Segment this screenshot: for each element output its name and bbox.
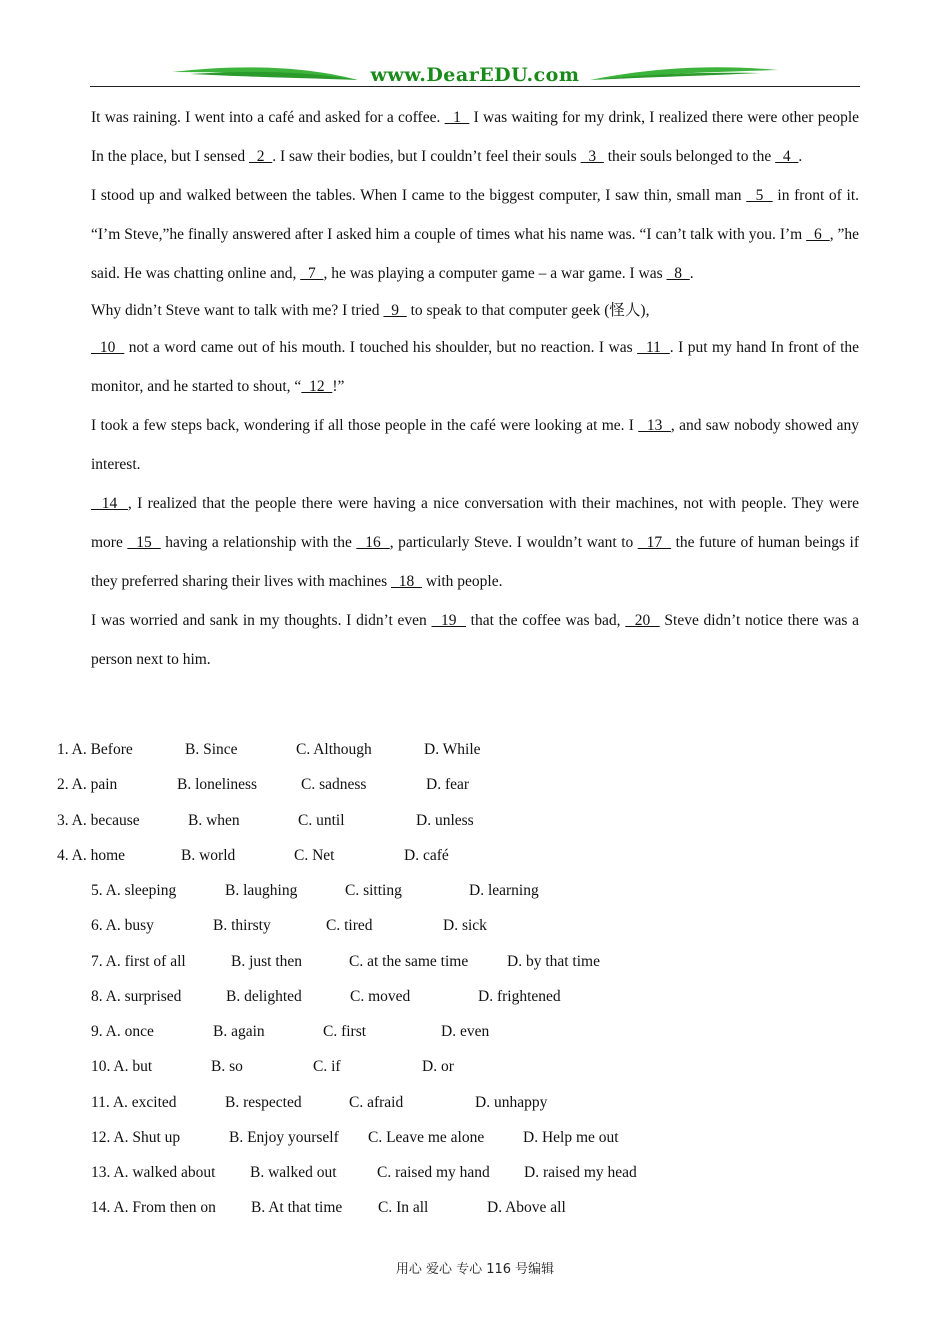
option-a: 2. A. pain: [57, 776, 118, 794]
option-d: D. learning: [469, 882, 539, 899]
option-a: 10. A. but: [91, 1058, 153, 1076]
option-b: B. just then: [231, 952, 303, 970]
passage-text: I was worried and sank in my thoughts. I didn’t even: [91, 612, 432, 629]
passage-text: having a relationship with the: [160, 534, 357, 551]
answer-blank: 6: [806, 226, 830, 243]
passage-text: not a word came out of his mouth. I touched his shoulder, but no reaction. I was: [124, 339, 638, 356]
option-b: B. walked out: [250, 1164, 337, 1181]
option-d: D. frightened: [478, 987, 561, 1005]
option-a: 8. A. surprised: [91, 987, 182, 1005]
option-b: B. At that time: [251, 1199, 343, 1217]
option-b: B. when: [188, 811, 240, 829]
answer-blank: 17: [637, 534, 672, 551]
option-a: 6. A. busy: [91, 917, 154, 935]
option-a: 3. A. because: [57, 811, 140, 829]
site-logo-text: www.DearEDU.com: [370, 64, 580, 86]
answer-blank: 7: [300, 265, 324, 282]
answer-blank: 16: [356, 534, 390, 551]
answer-blank: 18: [391, 573, 422, 590]
option-row: [0, 1120, 950, 1155]
cloze-passage: [91, 98, 859, 679]
option-row: [0, 1085, 950, 1120]
option-b: B. delighted: [226, 987, 302, 1005]
option-d: D. or: [422, 1058, 454, 1076]
passage-text: , he was playing a computer game – a war game. I was: [323, 265, 667, 282]
option-c: C. first: [323, 1023, 367, 1040]
passage-paragraph: [91, 601, 859, 679]
passage-paragraph: [91, 98, 859, 176]
option-d: D. by that time: [507, 952, 600, 970]
option-c: C. Net: [294, 846, 335, 864]
option-d: D. Above all: [487, 1199, 566, 1217]
option-c: C. at the same time: [349, 952, 469, 970]
option-c: C. raised my hand: [377, 1164, 490, 1181]
page-footer: 用心 爱心 专心 116 号编辑: [395, 1262, 555, 1277]
option-b: B. again: [213, 1023, 265, 1040]
option-d: D. While: [424, 741, 481, 758]
answer-blank: 20: [625, 612, 660, 629]
answer-blank: 5: [746, 187, 773, 204]
option-row: [0, 838, 950, 873]
option-a: 7. A. first of all: [91, 952, 186, 970]
option-row: [0, 767, 950, 802]
page-header: [90, 60, 860, 92]
passage-text: , particularly Steve. I wouldn’t want to: [389, 534, 638, 551]
option-c: C. until: [298, 811, 345, 829]
option-b: B. loneliness: [177, 776, 258, 794]
option-row: [0, 732, 950, 767]
passage-text: Steve didn’t notice there was a person next to him.: [91, 612, 860, 668]
option-row: [0, 803, 950, 838]
header-rule: [90, 86, 860, 87]
passage-paragraph: [91, 406, 859, 484]
option-d: D. even: [441, 1023, 490, 1040]
option-row: [0, 1190, 950, 1225]
option-d: D. sick: [443, 917, 487, 935]
passage-text: I took a few steps back, wondering if all those people in the café were looking at me. I: [91, 417, 639, 434]
option-row: [0, 944, 950, 979]
passage-paragraph: [91, 328, 859, 406]
option-d: D. Help me out: [523, 1128, 619, 1146]
passage-text: It was raining. I went into a café and asked for a coffee.: [91, 109, 445, 126]
answer-blank: 19: [431, 612, 466, 629]
option-a: 11. A. excited: [91, 1093, 177, 1111]
passage-paragraph: [91, 484, 859, 601]
option-b: B. laughing: [225, 882, 298, 899]
option-row: [0, 1014, 950, 1049]
answer-blank: 12: [301, 378, 333, 395]
option-b: B. Since: [185, 741, 238, 758]
passage-text: in front of it. “I’m Steve,”he finally answered after I asked him a couple of times what his name was. “I can’t talk with you. I’m: [91, 187, 860, 243]
option-a: 9. A. once: [91, 1023, 154, 1040]
option-row: [0, 873, 950, 908]
passage-paragraph: [91, 293, 859, 328]
option-d: D. café: [404, 846, 449, 864]
option-b: B. thirsty: [213, 917, 271, 935]
option-a: 12. A. Shut up: [91, 1128, 181, 1146]
passage-text: .: [798, 148, 803, 165]
answer-blank: 9: [383, 302, 407, 319]
option-b: B. world: [181, 846, 236, 864]
option-b: B. respected: [225, 1093, 302, 1111]
option-row: [0, 908, 950, 943]
option-row: [0, 1049, 950, 1084]
passage-text: with people.: [422, 573, 503, 590]
passage-text: Why didn’t Steve want to talk with me? I tried: [91, 302, 384, 319]
option-a: 13. A. walked about: [91, 1164, 216, 1181]
option-c: C. afraid: [349, 1093, 404, 1111]
option-c: C. sitting: [345, 882, 402, 899]
passage-text: the future of human beings if they preferred sharing their lives with machines: [91, 534, 859, 590]
option-c: C. tired: [326, 917, 373, 935]
option-d: D. raised my head: [524, 1164, 637, 1181]
option-d: D. fear: [426, 776, 470, 794]
option-a: 14. A. From then on: [91, 1199, 216, 1217]
passage-text: I was waiting for my drink, I realized there were other people In the place, but I sensed: [91, 109, 860, 165]
option-c: C. In all: [378, 1199, 429, 1217]
passage-text: that the coffee was bad,: [465, 612, 626, 629]
answer-blank: 3: [580, 148, 604, 165]
answer-blank: 8: [666, 265, 690, 282]
option-c: C. sadness: [301, 776, 367, 794]
option-b: B. so: [211, 1058, 243, 1076]
option-row: [0, 979, 950, 1014]
passage-text: , I realized that the people there were having a nice conversation with their machines, not with people. They were more: [91, 495, 859, 551]
passage-text: to speak to that computer geek (怪人),: [406, 302, 650, 319]
answer-blank: 4: [775, 148, 799, 165]
passage-text: .: [689, 265, 694, 282]
passage-paragraph: [91, 176, 859, 293]
option-d: D. unless: [416, 811, 474, 829]
answer-blank: 11: [637, 339, 670, 356]
option-a: 5. A. sleeping: [91, 882, 177, 899]
passage-text: . I put my hand In front of the monitor, and he started to shout, “: [91, 339, 860, 395]
passage-text: !”: [332, 378, 345, 395]
answer-blank: 14: [91, 495, 128, 512]
option-row: [0, 1155, 950, 1190]
option-c: C. Leave me alone: [368, 1128, 485, 1146]
answer-blank: 10: [91, 339, 125, 356]
answer-blank: 2: [248, 148, 273, 165]
passage-text: I stood up and walked between the tables. When I came to the biggest computer, I saw thin, small man: [91, 187, 747, 204]
option-a: 4. A. home: [57, 846, 126, 864]
option-d: D. unhappy: [475, 1093, 548, 1111]
passage-text: , and saw nobody showed any interest.: [91, 417, 859, 473]
option-b: B. Enjoy yourself: [229, 1128, 339, 1146]
answer-blank: 1: [444, 109, 470, 126]
option-a: 1. A. Before: [57, 741, 133, 758]
passage-text: their souls belonged to the: [603, 148, 776, 165]
passage-text: . I saw their bodies, but I couldn’t feel their souls: [272, 148, 581, 165]
answer-blank: 13: [638, 417, 671, 434]
answer-blank: 15: [127, 534, 161, 551]
option-c: C. Although: [296, 741, 372, 758]
option-c: C. if: [313, 1058, 341, 1076]
passage-text: , ”he said. He was chatting online and,: [91, 226, 860, 282]
option-c: C. moved: [350, 987, 411, 1005]
